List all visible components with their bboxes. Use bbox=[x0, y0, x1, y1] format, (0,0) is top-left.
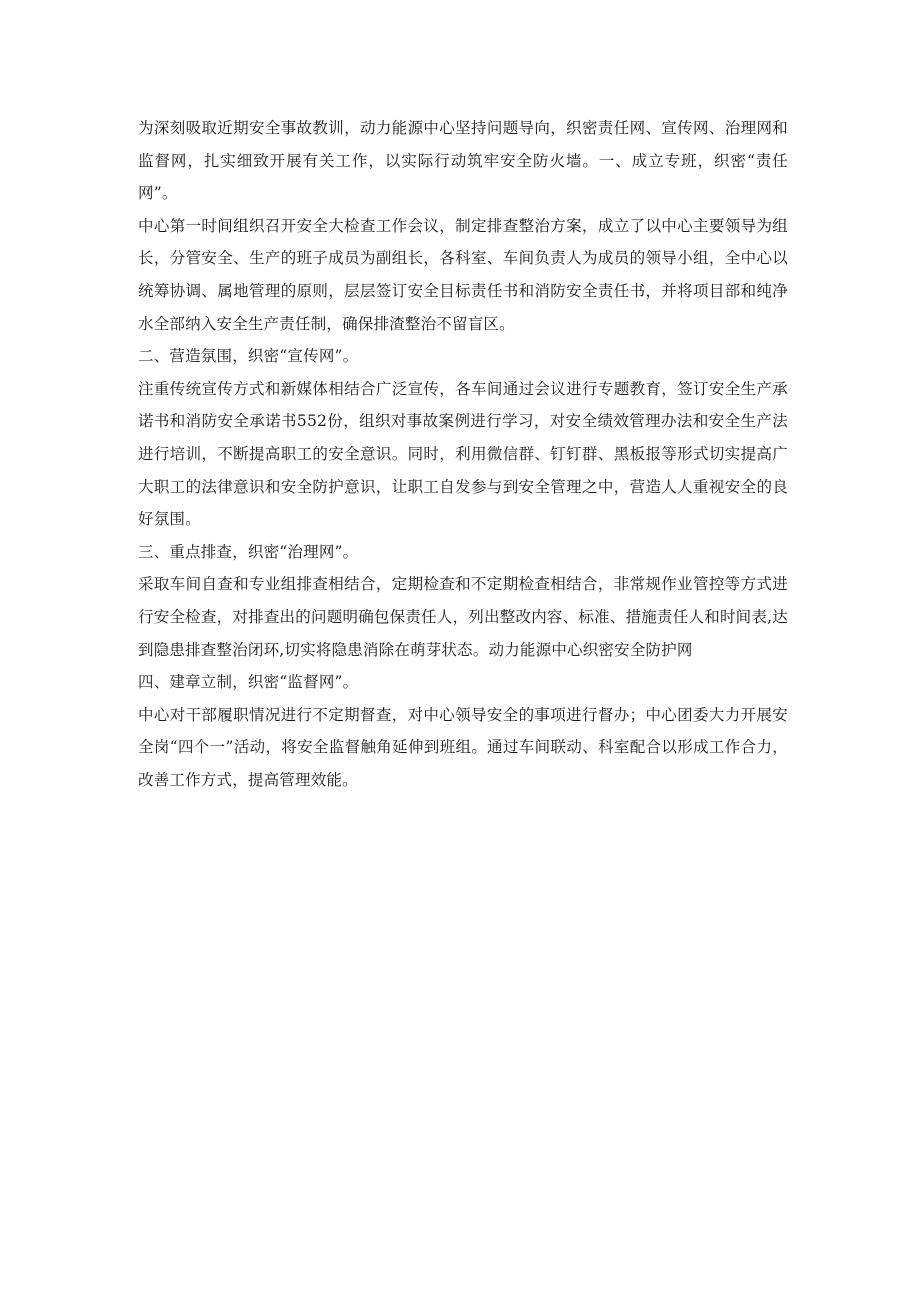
section4-heading: 四、建章立制，织密“监督网”。 bbox=[138, 673, 359, 692]
section1-body: 中心第一时间组织召开安全大检查工作会议，制定排查整治方案，成立了以中心主要领导为组长，分管安全、生产的班子成员为副组长，各科室、车间负责人为成员的领导小组，全中心以统筹协调、属地管理的原则，层层签订安全目标责任书和消防安全责任书，并将项目部和纯净水全部纳入安全生产责任制，确保排渣整治不留盲区。 bbox=[138, 216, 788, 333]
section2-heading: 二、营造氛围，织密“宣传网”。 bbox=[138, 347, 359, 366]
section3-body: 采取车间自查和专业组排查相结合，定期检查和不定期检查相结合，非常规作业管控等方式进行安全检查，对排查出的问题明确包保责任人，列出整改内容、标准、措施责任人和时间表,达到隐患排查整治闭环,切实将隐患消除在萌芽状态。动力能源中心织密安全防护网 bbox=[138, 575, 788, 659]
section3-heading: 三、重点排查，织密“治理网”。 bbox=[138, 542, 359, 561]
intro-paragraph: 为深刻吸取近期安全事故教训，动力能源中心坚持问题导向，织密责任网、宣传网、治理网和监督网，扎实细致开展有关工作，以实际行动筑牢安全防火墙。一、成立专班，织密“责任网”。 bbox=[138, 119, 788, 203]
section2-body: 注重传统宣传方式和新媒体相结合广泛宣传，各车间通过会议进行专题教育，签订安全生产承诺书和消防安全承诺书552份，组织对事故案例进行学习，对安全绩效管理办法和安全生产法进行培训，不断提高职工的安全意识。同时，利用微信群、钉钉群、黑板报等形式切实提高广大职工的法律意识和安全防护意识，让职工自发参与到安全管理之中，营造人人重视安全的良好氛围。 bbox=[138, 379, 788, 529]
section4-body: 中心对干部履职情况进行不定期督查，对中心领导安全的事项进行督办；中心团委大力开展安全岗“四个一”活动，将安全监督触角延伸到班组。通过车间联动、科室配合以形成工作合力，改善工作方式，提高管理效能。 bbox=[138, 705, 788, 789]
document-body bbox=[138, 112, 788, 796]
